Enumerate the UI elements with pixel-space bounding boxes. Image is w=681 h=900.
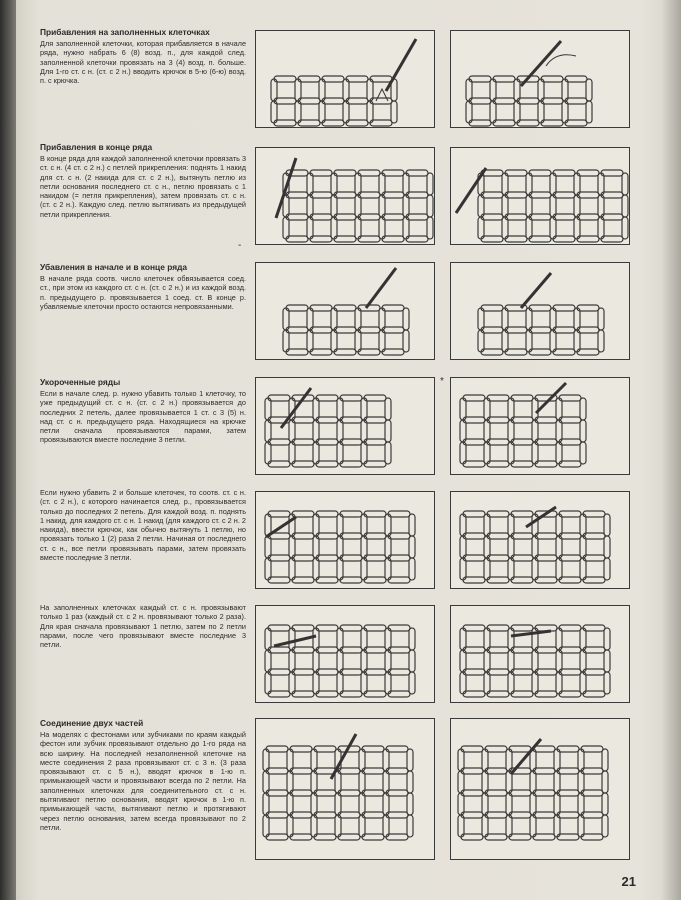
crochet-illustration	[255, 491, 435, 589]
section-text: В конце ряда для каждой заполненной клеточки провязать 3 ст. с н. (4 ст. с 2 н.) с петлей прикрепления: поднять 1 накид для ст. с н. (2 накида для ст. с 2 н.), вытянуть петлю из петли основания последнего ст. с н., петлю провязать с 1 накидом (= петля прикрепления), затем провязать ст. с н. (ст. с 2 н.). Каждую след. петлю вытягивать из предыдущей петли прикрепления.	[40, 154, 246, 219]
crochet-illustration	[450, 491, 630, 589]
section-joining	[40, 718, 246, 832]
crochet-illustration-join	[255, 718, 435, 860]
crochet-illustration-join	[450, 718, 630, 860]
section-text: Для заполненной клеточки, которая прибавляется в начале ряда, нужно набрать 6 (8) возд. п., для каждой след. заполненной клеточки провязать на 3 (4) возд. п. больше. Для 1-го ст. с н. (ст. с 2 н.) вводить крючок в 5-ю (6-ю) возд. п. с крючка.	[40, 39, 246, 86]
crochet-illustration	[450, 605, 630, 703]
crochet-illustration	[255, 30, 435, 128]
print-mark: -	[238, 240, 242, 251]
section-text: Если в начале след. р. нужно убавить только 1 клеточку, то уже предыдущий ст. с н. (ст. с 2 н.) провязывается до последних 2 петель, далее провязывается 1 ст. с 3 (5) н. над ст. с н. предыдущего ряда. Находящиеся на крючке петли сначала провязываются парами, затем провязываются вместе последние 3 петли.	[40, 389, 246, 445]
crochet-illustration	[255, 605, 435, 703]
crochet-illustration	[255, 262, 435, 360]
section-increase-filled	[40, 27, 246, 85]
crochet-illustration	[450, 147, 630, 245]
crochet-illustration	[450, 30, 630, 128]
section-short-rows-2	[40, 488, 246, 562]
section-title: Прибавления в конце ряда	[40, 142, 153, 152]
section-title: Прибавления на заполненных клеточках	[40, 27, 210, 37]
print-mark: *	[440, 376, 444, 387]
section-title: Соединение двух частей	[40, 718, 144, 728]
section-short-rows-3	[40, 603, 246, 649]
crochet-illustration	[255, 377, 435, 475]
page-edge-shadow	[661, 0, 681, 900]
section-text: Если нужно убавить 2 и больше клеточек, то соотв. ст. с н. (ст. с 2 н.), с которого начинается след. р., провязывается только до последних 2 петель. Для каждой возд. п. поднять 1 накид, для каждого ст. с н. 1 накид (для каждого ст. с 2 н. 2 накида), ввести крючок, как обычно вытянуть 1 петлю, но провязать только 1 (2) раза 2 петли. Начиная от последнего ст. с н., все петли провязывать парами, затем провязать вместе последние 3 петли.	[40, 488, 246, 563]
page-number: 21	[621, 874, 636, 889]
section-title: Укороченные ряды	[40, 377, 121, 387]
book-spine	[0, 0, 16, 900]
crochet-illustration	[450, 262, 630, 360]
crochet-illustration	[255, 147, 435, 245]
section-text: На моделях с фестонами или зубчиками по краям каждый фестон или зубчик провязывают отдельно до 1-го ряда на всю ширину. На последней незаполненной клеточке на месте соединения 2 раза провязывают ст. с 3 н. (3 раза провязывают ст. с 5 н.), вводят крючок в 1-ю п. примыкающей части и провязывают всегда по 2 петли. На заполненных клеточках для соединительного ст. с н. вытягивают петлю основания, вводят крючок в 1-ю п. примыкающей части, вытягивают петлю и протягивают через петлю основания, затем всегда провязывают по 2 петли.	[40, 730, 246, 832]
section-text: На заполненных клеточках каждый ст. с н. провязывают только 1 раз (каждый ст. с 2 н. провязывают только 2 раза). Для края сначала провязывают 1 петлю, затем по 2 петли парами, после чего провязывают вместе последние 3 петли.	[40, 603, 246, 650]
crochet-illustration	[450, 377, 630, 475]
section-text: В начале ряда соотв. число клеточек обвязывается соед. ст., при этом из каждого ст. с н. (ст. с 2 н.) и из каждой возд. п. предыдущего р. провязывается 1 соед. ст. В конце р. убавляемые клеточки просто остаются непровязанными.	[40, 274, 246, 311]
section-title: Убавления в начале и в конце ряда	[40, 262, 188, 272]
section-short-rows	[40, 377, 246, 445]
section-decrease	[40, 262, 246, 311]
section-increase-end	[40, 142, 246, 219]
